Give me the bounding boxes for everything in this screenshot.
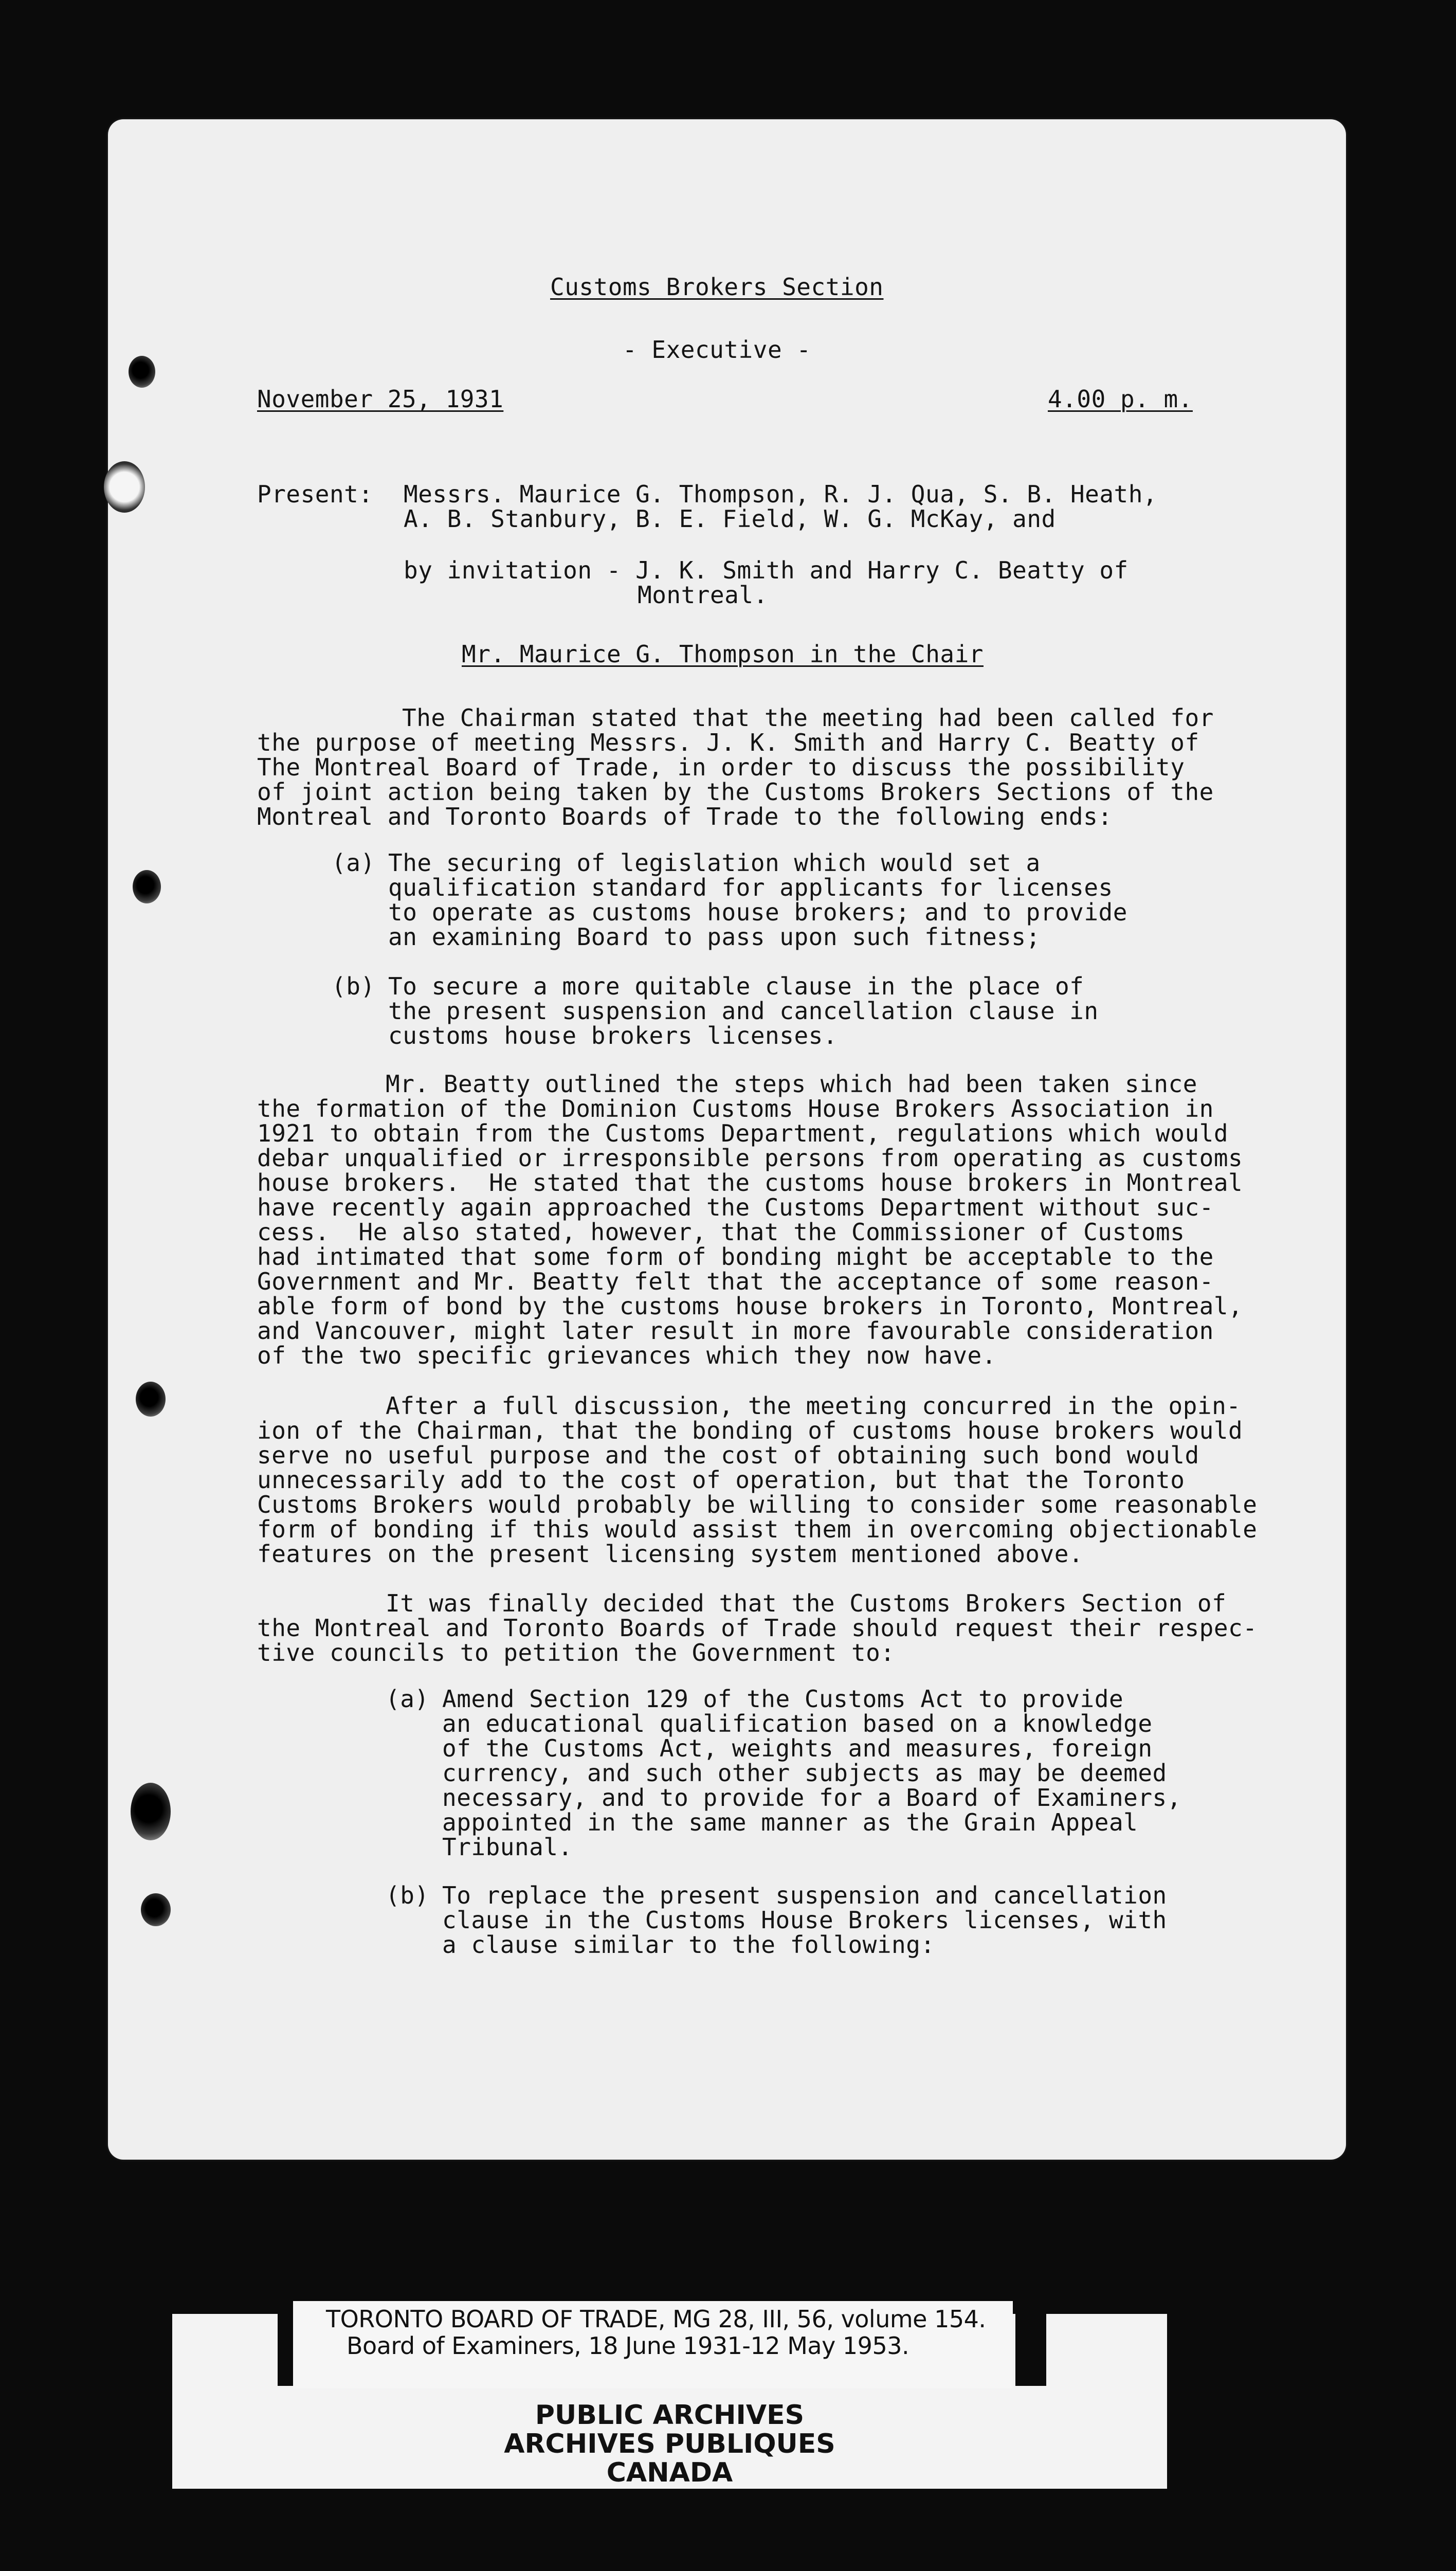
text-line: the purpose of meeting Messrs. J. K. Smith and Harry C. Beatty of: [257, 729, 1199, 756]
text-line: To secure a more quitable clause in the place of: [388, 972, 1084, 1000]
stamp-line-2: ARCHIVES PUBLIQUES: [504, 2429, 835, 2459]
meeting-time: 4.00 p. m.: [1048, 385, 1193, 413]
text-line: house brokers. He stated that the customs house brokers in Montreal: [257, 1169, 1243, 1197]
punch-hole: [131, 1783, 171, 1840]
text-line: Montreal and Toronto Boards of Trade to the following ends:: [257, 803, 1113, 830]
section-subtitle: - Executive -: [623, 336, 811, 364]
text-line: have recently again approached the Customs Department without suc-: [257, 1193, 1214, 1221]
item-marker: (b): [386, 1881, 429, 1909]
text-line: features on the present licensing system mentioned above.: [257, 1540, 1084, 1568]
text-line: The Chairman stated that the meeting had been called for: [402, 704, 1214, 732]
item-marker: (a): [386, 1685, 429, 1713]
reference-line-1: TORONTO BOARD OF TRADE, MG 28, III, 56, volume 154.: [326, 2305, 986, 2333]
text-line: an educational qualification based on a knowledge: [442, 1710, 1153, 1737]
text-line: The Montreal Board of Trade, in order to discuss the possibility: [257, 753, 1185, 781]
present-line-1: Messrs. Maurice G. Thompson, R. J. Qua, S. B. Heath,: [404, 480, 1158, 508]
text-line: After a full discussion, the meeting concurred in the opin-: [386, 1392, 1241, 1420]
section-title: Customs Brokers Section: [550, 273, 884, 301]
text-line: clause in the Customs House Brokers licenses, with: [442, 1906, 1167, 1934]
text-line: had intimated that some form of bonding might be acceptable to the: [257, 1243, 1214, 1271]
text-line: unnecessarily add to the cost of operation, but that the Toronto: [257, 1466, 1185, 1494]
text-line: Tribunal.: [442, 1833, 573, 1861]
document-page: [108, 119, 1346, 2160]
present-label: Present:: [257, 480, 373, 508]
text-line: debar unqualified or irresponsible persons from operating as customs: [257, 1144, 1243, 1172]
punch-hole: [133, 870, 161, 903]
text-line: serve no useful purpose and the cost of obtaining such bond would: [257, 1441, 1199, 1469]
card-notch: [278, 2314, 293, 2386]
text-line: necessary, and to provide for a Board of Examiners,: [442, 1784, 1181, 1812]
text-line: form of bonding if this would assist them in overcoming objectionable: [257, 1515, 1258, 1543]
text-line: Government and Mr. Beatty felt that the acceptance of some reason-: [257, 1268, 1214, 1295]
text-line: The securing of legislation which would set a: [388, 849, 1041, 877]
text-line: of the Customs Act, weights and measures, foreign: [442, 1734, 1153, 1762]
invitation-line-2: Montreal.: [638, 581, 768, 609]
punch-hole: [129, 356, 155, 388]
text-line: It was finally decided that the Customs Brokers Section of: [386, 1589, 1227, 1617]
text-line: of joint action being taken by the Customs Brokers Sections of the: [257, 778, 1214, 806]
text-line: qualification standard for applicants for licenses: [388, 874, 1113, 901]
text-line: to operate as customs house brokers; and to provide: [388, 898, 1127, 926]
text-line: and Vancouver, might later result in more favourable consideration: [257, 1317, 1214, 1345]
invitation-line-1: by invitation - J. K. Smith and Harry C. Beatty of: [404, 556, 1129, 584]
text-line: the Montreal and Toronto Boards of Trade should request their respec-: [257, 1614, 1258, 1642]
card-notch: [1015, 2314, 1046, 2386]
text-line: Mr. Beatty outlined the steps which had been taken since: [386, 1070, 1197, 1098]
stamp-line-3: CANADA: [606, 2457, 733, 2488]
chair-heading: Mr. Maurice G. Thompson in the Chair: [462, 640, 984, 668]
text-line: an examining Board to pass upon such fitness;: [388, 923, 1041, 951]
meeting-date: November 25, 1931: [257, 385, 504, 413]
text-line: 1921 to obtain from the Customs Department, regulations which would: [257, 1119, 1229, 1147]
text-line: customs house brokers licenses.: [388, 1022, 838, 1049]
present-line-2: A. B. Stanbury, B. E. Field, W. G. McKay, and: [404, 505, 1056, 533]
text-line: of the two specific grievances which they now have.: [257, 1342, 996, 1369]
text-line: Amend Section 129 of the Customs Act to provide: [442, 1685, 1124, 1713]
archive-reference-slip: [293, 2301, 1013, 2388]
text-line: Customs Brokers would probably be willing to consider some reasonable: [257, 1491, 1258, 1518]
item-marker: (a): [332, 849, 375, 877]
text-line: the present suspension and cancellation clause in: [388, 997, 1099, 1025]
item-marker: (b): [332, 972, 375, 1000]
text-line: appointed in the same manner as the Grain Appeal: [442, 1808, 1138, 1836]
text-line: currency, and such other subjects as may be deemed: [442, 1759, 1167, 1787]
text-line: To replace the present suspension and cancellation: [442, 1881, 1167, 1909]
punch-hole: [136, 1382, 166, 1417]
reference-line-2: Board of Examiners, 18 June 1931-12 May 1953.: [347, 2332, 909, 2360]
punch-hole: [104, 461, 145, 513]
text-line: the formation of the Dominion Customs House Brokers Association in: [257, 1095, 1214, 1122]
stamp-line-1: PUBLIC ARCHIVES: [535, 2400, 805, 2431]
text-line: able form of bond by the customs house brokers in Toronto, Montreal,: [257, 1292, 1243, 1320]
text-line: a clause similar to the following:: [442, 1931, 935, 1959]
text-line: cess. He also stated, however, that the Commissioner of Customs: [257, 1218, 1185, 1246]
text-line: ion of the Chairman, that the bonding of customs house brokers would: [257, 1417, 1243, 1444]
punch-hole: [141, 1893, 171, 1926]
text-line: tive councils to petition the Government to:: [257, 1639, 895, 1667]
